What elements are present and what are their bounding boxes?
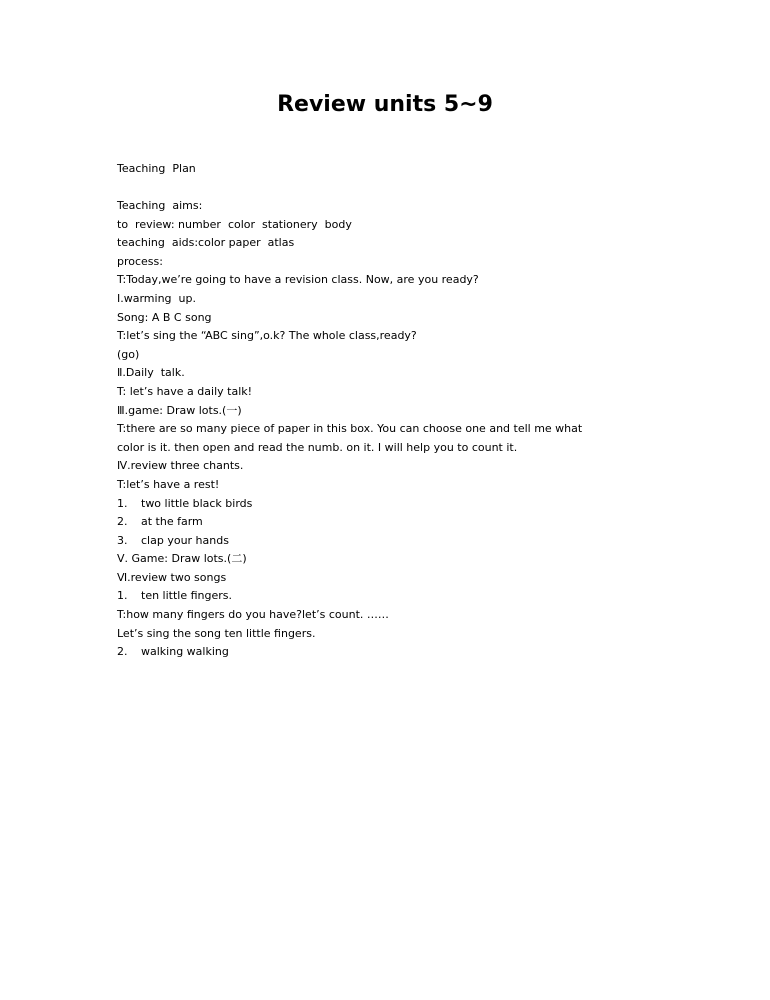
list-item-text: ten little fingers.	[141, 589, 233, 603]
list-item-number: 2.	[117, 645, 128, 659]
document-title: Review units 5~9	[277, 92, 493, 117]
list-item	[117, 532, 597, 551]
section-warming-up: Ⅰ.warming up.	[117, 291, 196, 305]
section-draw-lots-1: Ⅲ.game: Draw lots.(一)	[117, 403, 242, 417]
list-item	[117, 495, 597, 514]
teacher-line-sing-abc: T:let’s sing the “ABC sing”,o.k? The whole class,ready?	[117, 329, 417, 343]
teacher-line-rest: T:let’s have a rest!	[117, 477, 220, 491]
teaching-aids: teaching aids:color paper atlas	[117, 236, 295, 250]
section-draw-lots-2: Ⅴ. Game: Draw lots.(二)	[117, 552, 247, 566]
list-item-text: walking walking	[141, 645, 229, 659]
aims-heading: Teaching aims:	[117, 199, 203, 212]
list-item-text: two little black birds	[141, 496, 253, 510]
list-item-text: clap your hands	[141, 533, 229, 547]
section-review-songs: Ⅵ.review two songs	[117, 570, 227, 584]
list-item-number: 2.	[117, 515, 128, 529]
process-heading: process:	[117, 254, 163, 268]
list-item-number: 1.	[117, 496, 128, 510]
list-item-text: at the farm	[141, 515, 203, 529]
teacher-line-daily-talk: T: let’s have a daily talk!	[117, 384, 253, 398]
list-item-number: 3.	[117, 533, 128, 547]
list-item	[117, 587, 597, 606]
list-item	[117, 513, 597, 532]
teacher-line-today: T:Today,we’re going to have a revision class. Now, are you ready?	[117, 273, 479, 287]
review-list: to review: number color stationery body	[117, 217, 352, 231]
section-daily-talk: Ⅱ.Daily talk.	[117, 366, 185, 380]
sing-fingers-line: Let’s sing the song ten little fingers.	[117, 626, 316, 640]
go-line: (go)	[117, 347, 140, 361]
list-item	[117, 643, 597, 662]
teacher-line-fingers: T:how many fingers do you have?let’s count. ……	[117, 608, 389, 622]
section-review-chants: Ⅳ.review three chants.	[117, 459, 244, 473]
teacher-line-paper-box: T:there are so many piece of paper in this box. You can choose one and tell me what color is it. then open and read the numb. on it. I will help you to count it.	[117, 422, 583, 454]
document-subtitle: Teaching Plan	[117, 162, 196, 175]
list-item-number: 1.	[117, 589, 128, 603]
song-abc: Song: A B C song	[117, 310, 212, 324]
document-body	[117, 197, 597, 662]
